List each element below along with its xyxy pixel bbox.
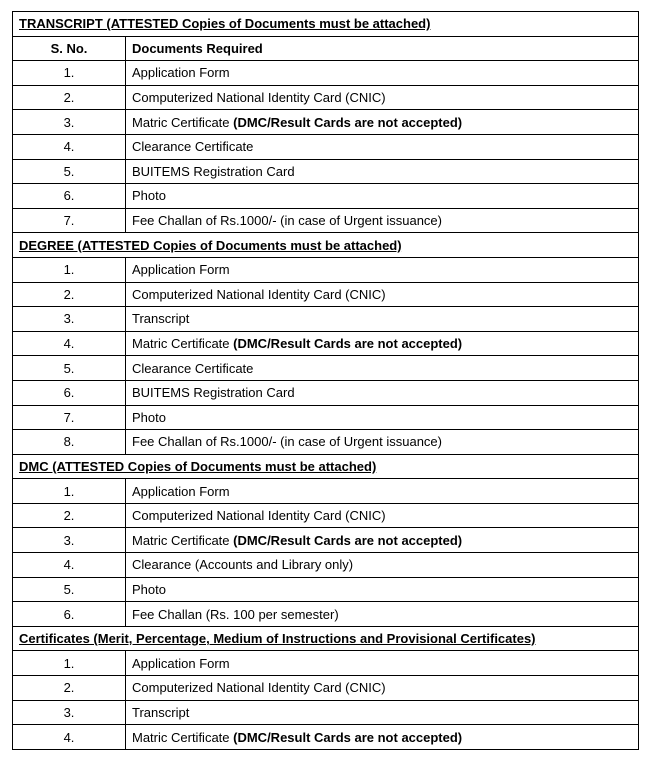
document-cell xyxy=(126,159,639,184)
documents-table xyxy=(12,11,639,750)
document-cell xyxy=(126,479,639,504)
serial-number: 7. xyxy=(13,405,126,430)
serial-number: 5. xyxy=(13,159,126,184)
serial-number: 4. xyxy=(13,553,126,578)
table-row xyxy=(13,553,639,578)
document-cell xyxy=(126,725,639,750)
document-cell xyxy=(126,651,639,676)
table-row xyxy=(13,577,639,602)
section-title: DEGREE (ATTESTED Copies of Documents must be attached) xyxy=(13,233,639,258)
document-name: Transcript xyxy=(132,311,190,327)
serial-number: 1. xyxy=(13,651,126,676)
table-row xyxy=(13,676,639,701)
table-row xyxy=(13,208,639,233)
document-cell xyxy=(126,577,639,602)
document-cell xyxy=(126,602,639,627)
document-name: Fee Challan of Rs.1000/- (in case of Urgent issuance) xyxy=(132,434,442,450)
table-row xyxy=(13,257,639,282)
document-cell xyxy=(126,676,639,701)
section-title-row xyxy=(13,454,639,479)
document-cell xyxy=(126,356,639,381)
document-cell xyxy=(126,700,639,725)
document-name: Clearance Certificate xyxy=(132,360,254,376)
table-row xyxy=(13,159,639,184)
document-cell xyxy=(126,553,639,578)
table-row xyxy=(13,528,639,553)
serial-number: 3. xyxy=(13,700,126,725)
serial-number: 2. xyxy=(13,676,126,701)
table-row xyxy=(13,700,639,725)
table-row xyxy=(13,356,639,381)
document-cell xyxy=(126,61,639,86)
table-row xyxy=(13,602,639,627)
document-name: Application Form xyxy=(132,655,230,671)
document-name: Matric Certificate xyxy=(132,532,234,548)
table-row xyxy=(13,479,639,504)
document-cell xyxy=(126,110,639,135)
serial-number: 2. xyxy=(13,85,126,110)
section-title: Certificates (Merit, Percentage, Medium of Instructions and Provisional Certificates) xyxy=(13,626,639,651)
serial-number: 8. xyxy=(13,430,126,455)
document-cell xyxy=(126,405,639,430)
document-name: Matric Certificate xyxy=(132,114,234,130)
serial-number: 1. xyxy=(13,61,126,86)
table-row xyxy=(13,651,639,676)
document-name: Fee Challan of Rs.1000/- (in case of Urgent issuance) xyxy=(132,213,442,229)
document-name: Photo xyxy=(132,188,166,204)
document-cell xyxy=(126,430,639,455)
serial-number: 5. xyxy=(13,356,126,381)
document-cell xyxy=(126,528,639,553)
serial-number: 2. xyxy=(13,282,126,307)
section-title: DMC (ATTESTED Copies of Documents must be attached) xyxy=(13,454,639,479)
serial-number: 1. xyxy=(13,257,126,282)
serial-number: 6. xyxy=(13,380,126,405)
section-title-row xyxy=(13,233,639,258)
table-row xyxy=(13,307,639,332)
table-row xyxy=(13,134,639,159)
document-name: Application Form xyxy=(132,483,230,499)
document-name: Clearance Certificate xyxy=(132,139,254,155)
serial-number: 4. xyxy=(13,134,126,159)
table-row xyxy=(13,430,639,455)
document-name: BUITEMS Registration Card xyxy=(132,163,295,179)
document-cell xyxy=(126,184,639,209)
table-row xyxy=(13,503,639,528)
section-title-row xyxy=(13,626,639,651)
serial-number: 6. xyxy=(13,602,126,627)
document-name: Matric Certificate xyxy=(132,729,234,745)
document-cell xyxy=(126,257,639,282)
document-cell xyxy=(126,134,639,159)
document-cell xyxy=(126,307,639,332)
documents-table-body xyxy=(13,12,639,750)
table-row xyxy=(13,331,639,356)
document-name: Matric Certificate xyxy=(132,336,234,352)
document-name: Computerized National Identity Card (CNIC) xyxy=(132,90,386,106)
document-name: Clearance (Accounts and Library only) xyxy=(132,557,354,573)
table-row xyxy=(13,405,639,430)
document-name: Photo xyxy=(132,409,166,425)
serial-number: 4. xyxy=(13,331,126,356)
serial-number: 2. xyxy=(13,503,126,528)
document-name: BUITEMS Registration Card xyxy=(132,385,295,401)
table-row xyxy=(13,184,639,209)
document-note: (DMC/Result Cards are not accepted) xyxy=(233,336,463,352)
documents-required-header: Documents Required xyxy=(126,36,639,61)
document-name: Transcript xyxy=(132,704,190,720)
serial-number: 7. xyxy=(13,208,126,233)
document-name: Application Form xyxy=(132,65,230,81)
serial-number: 1. xyxy=(13,479,126,504)
section-title-row xyxy=(13,12,639,37)
document-name: Application Form xyxy=(132,262,230,278)
document-note: (DMC/Result Cards are not accepted) xyxy=(233,729,463,745)
serial-number: 6. xyxy=(13,184,126,209)
serial-number: 3. xyxy=(13,110,126,135)
document-cell xyxy=(126,282,639,307)
table-row xyxy=(13,110,639,135)
serial-number: 3. xyxy=(13,528,126,553)
serial-number: 4. xyxy=(13,725,126,750)
document-cell xyxy=(126,208,639,233)
serial-number-header: S. No. xyxy=(13,36,126,61)
table-row xyxy=(13,380,639,405)
document-cell xyxy=(126,503,639,528)
document-name: Computerized National Identity Card (CNIC) xyxy=(132,508,386,524)
table-header-row xyxy=(13,36,639,61)
serial-number: 3. xyxy=(13,307,126,332)
table-row xyxy=(13,61,639,86)
document-note: (DMC/Result Cards are not accepted) xyxy=(233,532,463,548)
document-name: Computerized National Identity Card (CNIC) xyxy=(132,680,386,696)
table-row xyxy=(13,282,639,307)
document-cell xyxy=(126,331,639,356)
table-row xyxy=(13,725,639,750)
table-row xyxy=(13,85,639,110)
section-title: TRANSCRIPT (ATTESTED Copies of Documents must be attached) xyxy=(13,12,639,37)
document-note: (DMC/Result Cards are not accepted) xyxy=(233,114,463,130)
serial-number: 5. xyxy=(13,577,126,602)
document-cell xyxy=(126,85,639,110)
document-name: Fee Challan (Rs. 100 per semester) xyxy=(132,606,339,622)
document-cell xyxy=(126,380,639,405)
document-name: Photo xyxy=(132,581,166,597)
document-name: Computerized National Identity Card (CNIC) xyxy=(132,286,386,302)
